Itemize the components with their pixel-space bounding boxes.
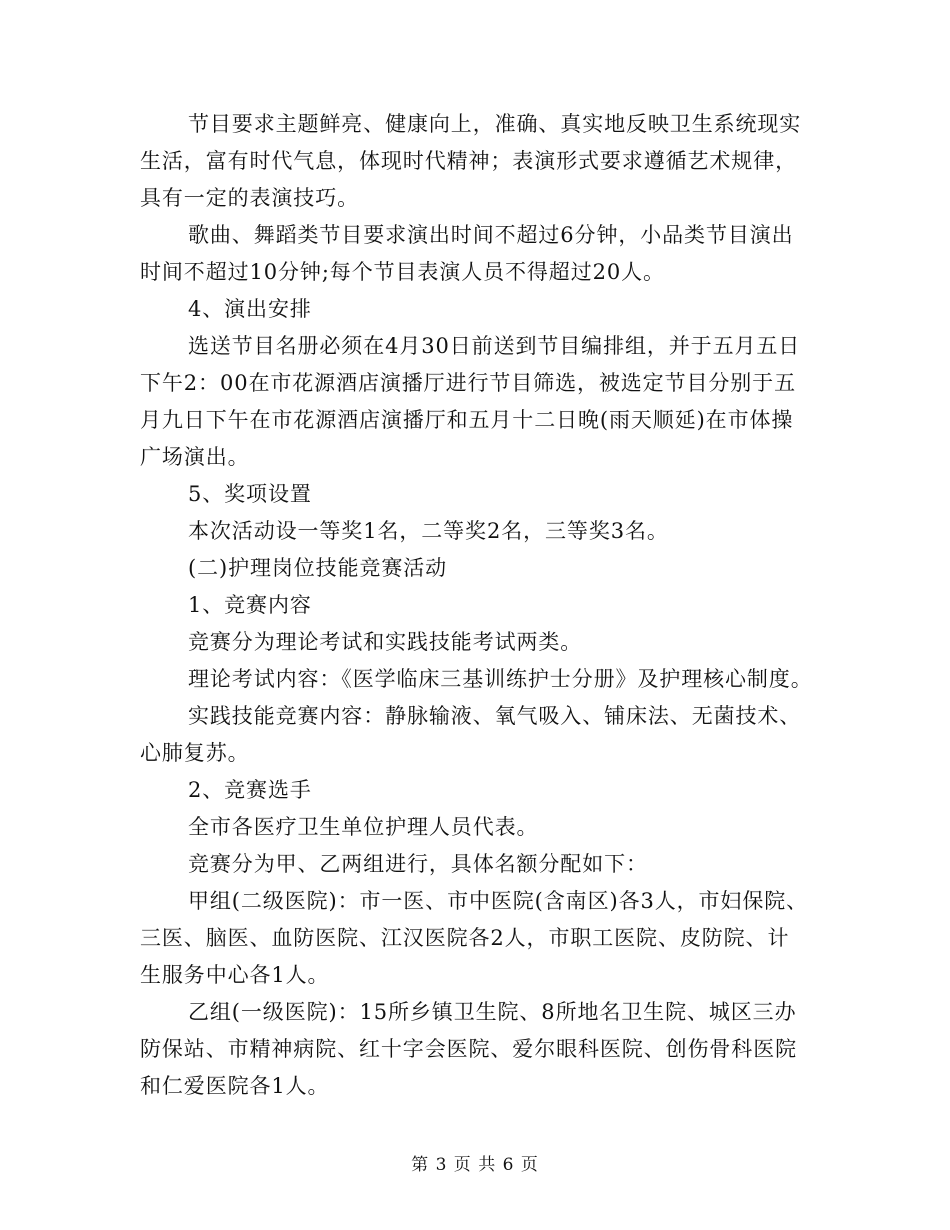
section-heading: 4、演出安排 xyxy=(188,297,312,321)
paragraph-line: 下午2：00在市花源酒店演播厅进行节目筛选，被选定节目分别于五 xyxy=(140,371,796,395)
paragraph-line: 防保站、市精神病院、红十字会医院、爱尔眼科医院、创伤骨科医院 xyxy=(140,1037,797,1061)
body-text xyxy=(140,106,812,1105)
section-heading: 5、奖项设置 xyxy=(188,482,312,506)
paragraph-line: 本次活动设一等奖1名，二等奖2名，三等奖3名。 xyxy=(188,519,669,543)
section-heading: 2、竞赛选手 xyxy=(188,778,312,802)
paragraph-line: 和仁爱医院各1人。 xyxy=(140,1074,330,1098)
paragraph-line: 实践技能竞赛内容：静脉输液、氧气吸入、铺床法、无菌技术、 xyxy=(188,704,802,728)
paragraph-line: 理论考试内容：《医学临床三基训练护士分册》及护理核心制度。 xyxy=(188,667,813,691)
paragraph-line: 生活，富有时代气息，体现时代精神；表演形式要求遵循艺术规律， xyxy=(140,149,797,173)
paragraph-line: 心肺复苏。 xyxy=(140,741,250,765)
paragraph-line: 选送节目名册必须在4月30日前送到节目编排组，并于五月五日 xyxy=(188,334,801,358)
paragraph-line: 月九日下午在市花源酒店演播厅和五月十二日晚(雨天顺延)在市体操 xyxy=(140,408,794,432)
paragraph-line: 竞赛分为甲、乙两组进行，具体名额分配如下： xyxy=(188,852,648,876)
paragraph-line: 具有一定的表演技巧。 xyxy=(140,186,359,210)
paragraph-line: 时间不超过10分钟;每个节目表演人员不得超过20人。 xyxy=(140,260,665,284)
paragraph-line: 三医、脑医、血防医院、江汉医院各2人，市职工医院、皮防院、计 xyxy=(140,926,790,950)
section-heading: 1、竞赛内容 xyxy=(188,593,312,617)
page-number-footer: 第 3 页 共 6 页 xyxy=(411,1155,539,1175)
paragraph-line: 竞赛分为理论考试和实践技能考试两类。 xyxy=(188,630,583,654)
section-heading: (二)护理岗位技能竞赛活动 xyxy=(188,556,448,580)
paragraph-line: 乙组(一级医院)：15所乡镇卫生院、8所地名卫生院、城区三办 xyxy=(188,1000,797,1024)
paragraph-line: 节目要求主题鲜亮、健康向上，准确、真实地反映卫生系统现实 xyxy=(188,112,802,136)
paragraph-line: 歌曲、舞蹈类节目要求演出时间不超过6分钟，小品类节目演出 xyxy=(188,223,794,247)
paragraph-line: 甲组(二级医院)：市一医、市中医院(含南区)各3人，市妇保院、 xyxy=(188,889,809,913)
paragraph-line: 生服务中心各1人。 xyxy=(140,963,330,987)
paragraph-line: 全市各医疗卫生单位护理人员代表。 xyxy=(188,815,539,839)
paragraph-line: 广场演出。 xyxy=(140,445,250,469)
